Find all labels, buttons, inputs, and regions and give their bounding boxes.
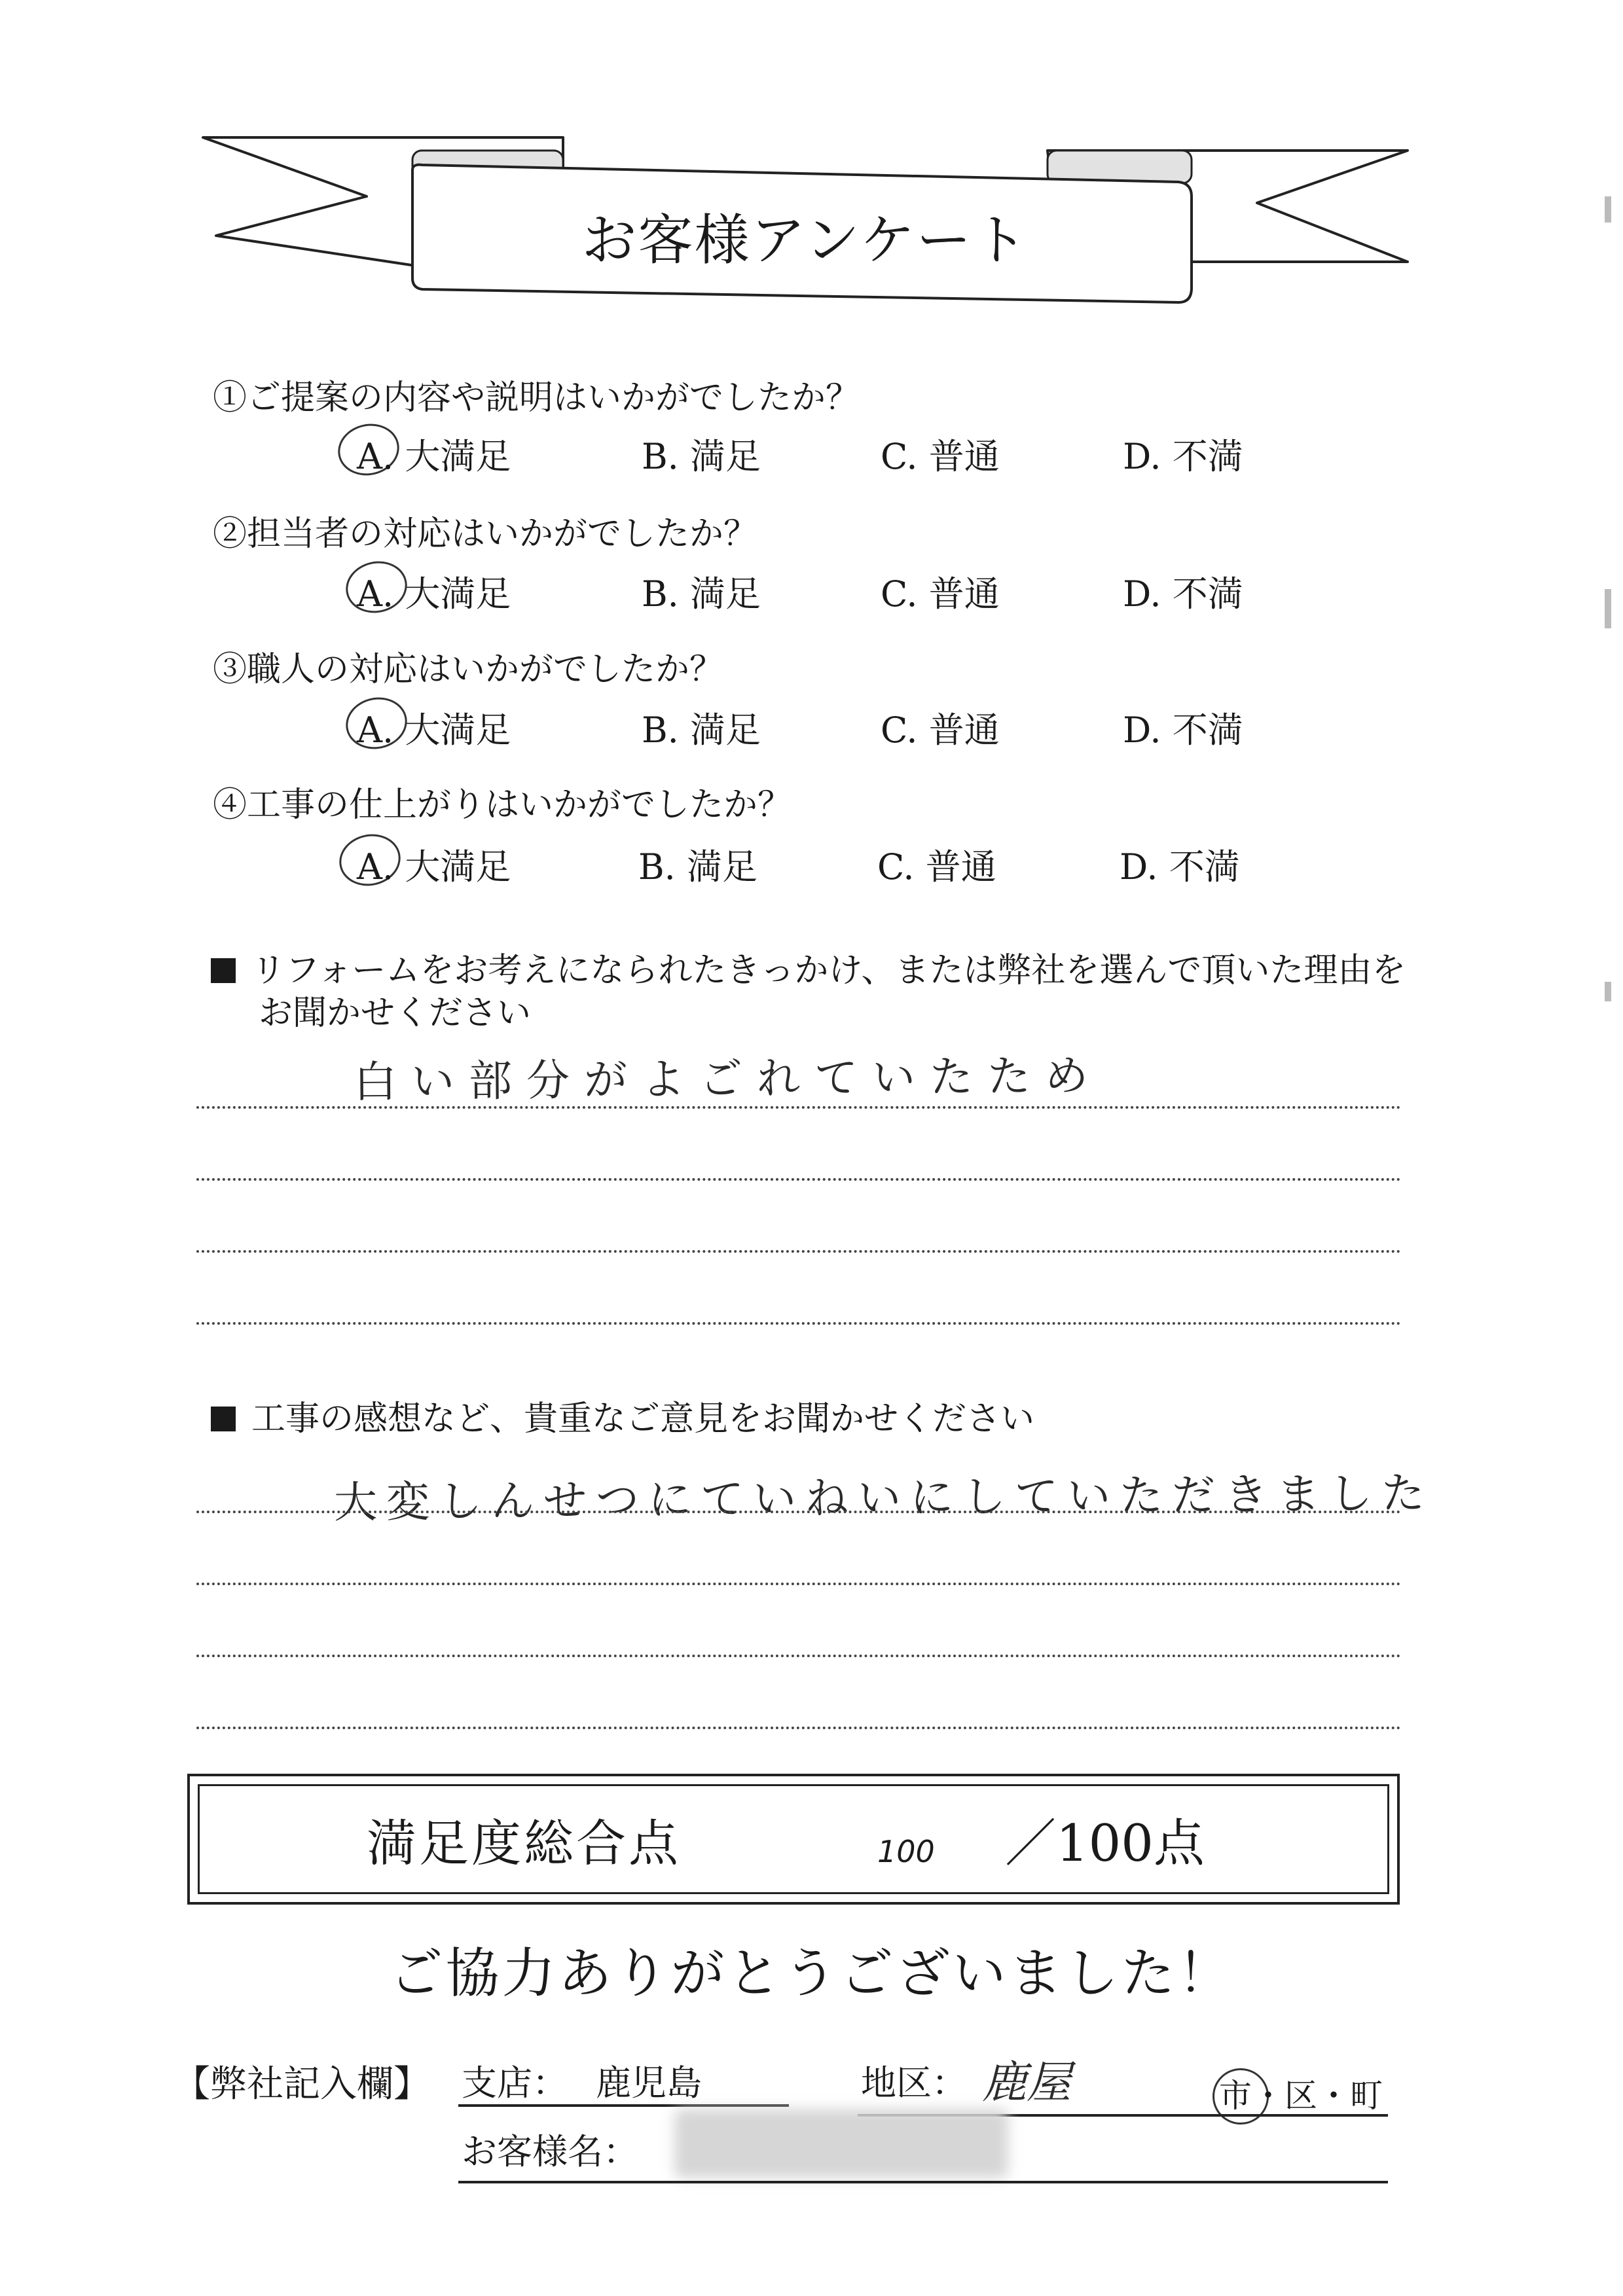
company-entry-label: 【弊社記入欄】 bbox=[173, 2063, 430, 2106]
district-value[interactable]: 鹿屋 bbox=[982, 2057, 1072, 2109]
question-2: ②担当者の対応はいかがでしたか？ bbox=[213, 514, 758, 554]
q3-option-a[interactable]: A. 大満足 bbox=[357, 709, 511, 751]
answer-line bbox=[196, 1106, 1401, 1109]
page-title: お客様アンケート bbox=[581, 208, 1029, 272]
branch-label: 支店： bbox=[462, 2062, 568, 2104]
reason-heading-cont: お聞かせください bbox=[259, 994, 532, 1033]
opinion-heading-text: 工事の感想など、貴重なご意見をお聞かせください bbox=[251, 1399, 1035, 1439]
q2-option-a[interactable]: A. 大満足 bbox=[357, 573, 511, 615]
scan-artifact bbox=[1605, 982, 1611, 1001]
customer-name-label: お客様名： bbox=[462, 2131, 638, 2172]
redacted-customer-name bbox=[674, 2109, 1008, 2178]
answer-line bbox=[196, 1583, 1401, 1585]
scan-artifact bbox=[1605, 196, 1611, 223]
q2-option-b[interactable]: B. 満足 bbox=[642, 573, 761, 615]
scan-artifact bbox=[1605, 589, 1611, 628]
q3-option-c[interactable]: C. 普通 bbox=[881, 709, 1000, 751]
thanks-message: ご協力ありがとうございました！ bbox=[389, 1943, 1234, 2005]
question-3: ③職人の対応はいかがでしたか？ bbox=[213, 650, 724, 689]
municipality-options[interactable]: 市・区・町 bbox=[1219, 2077, 1383, 2115]
answer-line bbox=[196, 1511, 1401, 1513]
q3-option-b[interactable]: B. 満足 bbox=[642, 709, 761, 751]
q1-option-c[interactable]: C. 普通 bbox=[881, 436, 1000, 477]
q1-option-d[interactable]: D. 不満 bbox=[1123, 436, 1243, 477]
answer-line bbox=[196, 1322, 1401, 1325]
square-bullet-icon bbox=[211, 958, 236, 983]
opinion-answer[interactable]: 大変しんせつにていねいにしていただきました bbox=[333, 1467, 1434, 1528]
score-suffix: ／100点 bbox=[1005, 1814, 1205, 1873]
reason-heading bbox=[211, 942, 1406, 992]
answer-line bbox=[196, 1178, 1401, 1181]
answer-line bbox=[196, 1655, 1401, 1657]
opinion-heading bbox=[211, 1391, 1034, 1440]
q2-option-d[interactable]: D. 不満 bbox=[1123, 573, 1243, 615]
customer-name-underline bbox=[458, 2181, 1388, 2183]
answer-line bbox=[196, 1727, 1401, 1729]
q4-option-c[interactable]: C. 普通 bbox=[877, 846, 996, 888]
q2-option-c[interactable]: C. 普通 bbox=[881, 573, 1000, 615]
q4-option-d[interactable]: D. 不満 bbox=[1120, 846, 1240, 888]
q4-option-a[interactable]: A. 大満足 bbox=[357, 846, 511, 888]
score-box bbox=[187, 1774, 1400, 1905]
reason-heading-text: リフォームをお考えになられたきっかけ、または弊社を選んで頂いた理由を bbox=[251, 951, 1406, 990]
q1-option-a[interactable]: A. 大満足 bbox=[357, 436, 511, 477]
branch-value[interactable]: 鹿児島 bbox=[596, 2062, 702, 2104]
answer-line bbox=[196, 1250, 1401, 1253]
q4-option-b[interactable]: B. 満足 bbox=[638, 846, 758, 888]
question-1: ①ご提案の内容や説明はいかがでしたか？ bbox=[213, 378, 860, 418]
square-bullet-icon bbox=[211, 1407, 236, 1431]
district-label: 地区： bbox=[861, 2062, 967, 2104]
reason-answer[interactable]: 白い部分がよごれていたため bbox=[353, 1050, 1103, 1107]
question-4: ④工事の仕上がりはいかがでしたか？ bbox=[213, 785, 792, 825]
q1-option-b[interactable]: B. 満足 bbox=[642, 436, 761, 477]
q3-option-d[interactable]: D. 不満 bbox=[1123, 709, 1243, 751]
branch-underline bbox=[458, 2104, 789, 2107]
score-value[interactable]: 100 bbox=[877, 1834, 935, 1869]
score-label: 満足度総合点 bbox=[367, 1814, 681, 1873]
